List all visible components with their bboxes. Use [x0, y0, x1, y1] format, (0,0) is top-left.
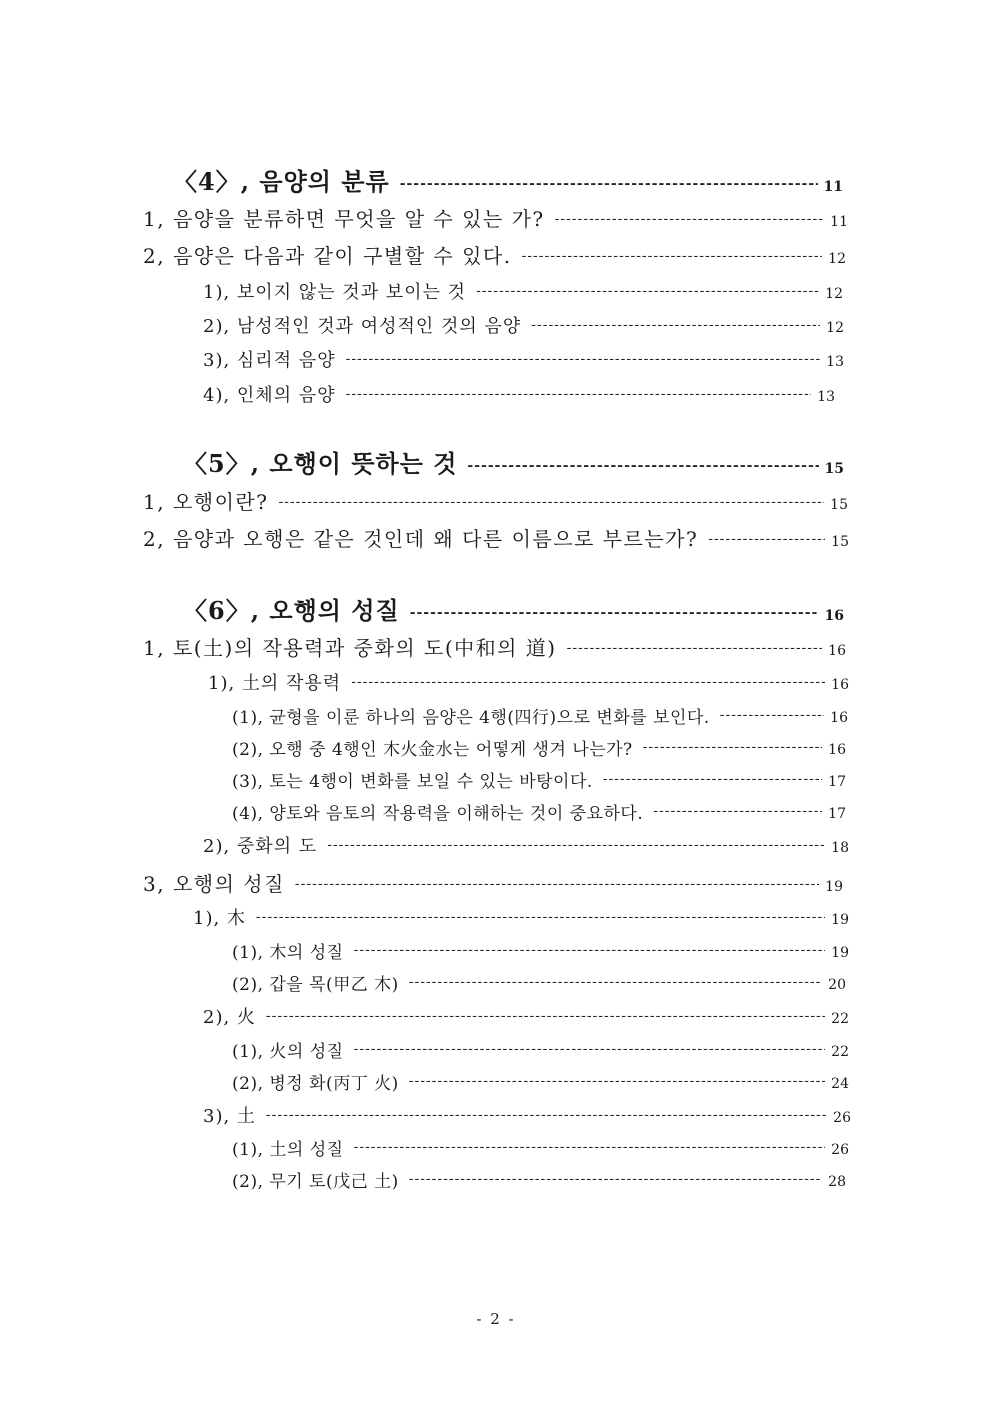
- toc-leader: [409, 1074, 825, 1094]
- toc-page-number: 15: [831, 534, 849, 550]
- toc-leader: [476, 284, 819, 304]
- toc-leader: [354, 1140, 826, 1160]
- toc-page-number: 26: [831, 1142, 849, 1158]
- toc-entry-text: (4), 양토와 음토의 작용력을 이해하는 것이 중요하다.: [232, 804, 644, 824]
- toc-page-number: 15: [830, 497, 848, 513]
- toc-entry-heading: [183, 591, 844, 626]
- toc-leader: [653, 804, 822, 824]
- toc-entry: [203, 278, 843, 304]
- toc-page-number: 16: [824, 608, 844, 624]
- toc-entry-text: 2), 火: [203, 1007, 256, 1028]
- toc-entry: [232, 938, 849, 963]
- toc-page-number: 16: [830, 710, 848, 726]
- toc-leader: [603, 772, 822, 792]
- toc-leader: [522, 249, 823, 269]
- toc-entry: [232, 1037, 849, 1062]
- toc-page-number: 16: [828, 643, 846, 659]
- toc-page-number: 28: [828, 1174, 846, 1190]
- toc-page-number: 16: [831, 677, 849, 693]
- toc-entry-text: 〈4〉, 음양의 분류: [173, 167, 390, 196]
- toc-page-number: 12: [825, 286, 843, 302]
- toc-entry: [143, 868, 843, 897]
- toc-leader: [354, 1042, 826, 1062]
- toc-entry: [232, 1069, 849, 1094]
- toc-page-number: 17: [828, 806, 846, 822]
- toc-page-number: 19: [825, 879, 843, 895]
- toc-entry: [208, 669, 849, 695]
- toc-entry-heading: [173, 162, 843, 197]
- toc-entry-text: 2, 음양과 오행은 같은 것인데 왜 다른 이름으로 부르는가?: [143, 527, 699, 551]
- toc-entry: [143, 632, 846, 661]
- toc-entry-text: (2), 오행 중 4행인 木火金水는 어떻게 생겨 나는가?: [232, 740, 633, 760]
- toc-leader: [555, 212, 825, 232]
- toc-entry-text: (3), 토는 4행이 변화를 보일 수 있는 바탕이다.: [232, 772, 593, 792]
- toc-leader: [409, 975, 822, 995]
- toc-page-number: 22: [831, 1044, 849, 1060]
- toc-leader: [266, 1009, 825, 1029]
- toc-entry: [203, 312, 844, 338]
- toc-leader: [409, 1172, 822, 1192]
- toc-entry-text: 3), 심리적 음양: [203, 350, 336, 371]
- toc-page-number: 24: [831, 1076, 849, 1092]
- toc-entry-text: 1), 木: [193, 908, 246, 929]
- toc-entry: [232, 1167, 846, 1192]
- toc-leader: [643, 740, 823, 760]
- toc-entry-text: 1, 오행이란?: [143, 490, 269, 514]
- toc-page-number: 20: [828, 977, 846, 993]
- toc-leader: [410, 606, 819, 626]
- toc-entry-text: (2), 무기 토(戊己 土): [232, 1172, 399, 1192]
- toc-entry-text: 2), 중화의 도: [203, 836, 318, 857]
- toc-leader: [400, 177, 818, 197]
- toc-entry-text: 〈5〉, 오행이 뜻하는 것: [183, 449, 458, 478]
- toc-leader: [327, 838, 825, 858]
- toc-page-number: 11: [823, 179, 843, 195]
- toc-entry: [232, 735, 846, 760]
- toc-entry-text: 1), 土의 작용력: [208, 673, 342, 694]
- toc-leader: [531, 318, 820, 338]
- toc-page-number: 12: [826, 320, 844, 336]
- toc-page-number: 16: [828, 742, 846, 758]
- toc-leader: [278, 495, 824, 515]
- toc-entry-text: (1), 火의 성질: [232, 1042, 344, 1062]
- toc-leader: [346, 387, 812, 407]
- toc-leader: [351, 675, 825, 695]
- toc-entry-text: (2), 갑을 목(甲乙 木): [232, 975, 399, 995]
- toc-page-number: 13: [817, 389, 835, 405]
- toc-entry: [203, 381, 835, 407]
- toc-page-number: 18: [831, 840, 849, 856]
- toc-entry: [143, 486, 848, 515]
- toc-page-number: 11: [830, 214, 848, 230]
- toc-leader: [256, 910, 825, 930]
- toc-leader: [295, 877, 819, 897]
- toc-entry: [143, 203, 848, 232]
- toc-page-number: 12: [828, 251, 846, 267]
- toc-entry-text: (1), 木의 성질: [232, 943, 344, 963]
- toc-page-number: 26: [833, 1110, 851, 1126]
- toc-leader: [567, 641, 823, 661]
- toc-entry-text: (1), 土의 성질: [232, 1140, 344, 1160]
- toc-entry-text: 4), 인체의 음양: [203, 385, 336, 406]
- toc-entry: [143, 240, 846, 269]
- toc-leader: [467, 459, 818, 479]
- toc-page-number: 17: [828, 774, 846, 790]
- toc-leader: [346, 352, 821, 372]
- toc-leader: [354, 943, 826, 963]
- toc-entry-text: 1), 보이지 않는 것과 보이는 것: [203, 282, 467, 303]
- toc-leader: [708, 532, 825, 552]
- toc-page-number: 19: [831, 912, 849, 928]
- toc-page-number: 19: [831, 945, 849, 961]
- toc-entry-text: 3, 오행의 성질: [143, 872, 285, 896]
- toc-entry: [193, 904, 849, 930]
- toc-entry: [203, 1003, 849, 1029]
- page-number-footer: - 2 -: [476, 1310, 516, 1328]
- toc-entry-text: 1, 음양을 분류하면 무엇을 알 수 있는 가?: [143, 207, 545, 231]
- toc-entry: [232, 970, 846, 995]
- toc-entry: [203, 832, 849, 858]
- toc-entry-text: 3), 土: [203, 1106, 256, 1127]
- toc-entry: [232, 703, 848, 728]
- toc-entry-text: 〈6〉, 오행의 성질: [183, 596, 400, 625]
- toc-entry: [232, 799, 846, 824]
- toc-leader: [720, 708, 824, 728]
- toc-page-number: 22: [831, 1011, 849, 1027]
- toc-entry-text: (1), 균형을 이룬 하나의 음양은 4행(四行)으로 변화를 보인다.: [232, 708, 710, 728]
- toc-entry-text: 2), 남성적인 것과 여성적인 것의 음양: [203, 316, 522, 337]
- toc-entry: [232, 1135, 849, 1160]
- toc-entry: [203, 346, 844, 372]
- toc-leader: [266, 1108, 827, 1128]
- toc-entry-text: (2), 병정 화(丙丁 火): [232, 1074, 399, 1094]
- toc-entry-heading: [183, 444, 844, 479]
- toc-entry: [203, 1102, 851, 1128]
- toc-page-number: 15: [824, 461, 844, 477]
- toc-entry-text: 1, 토(土)의 작용력과 중화의 도(中和의 道): [143, 636, 557, 660]
- toc-entry: [143, 523, 849, 552]
- toc-page-number: 13: [826, 354, 844, 370]
- toc-entry-text: 2, 음양은 다음과 같이 구별할 수 있다.: [143, 244, 512, 268]
- toc-entry: [232, 767, 846, 792]
